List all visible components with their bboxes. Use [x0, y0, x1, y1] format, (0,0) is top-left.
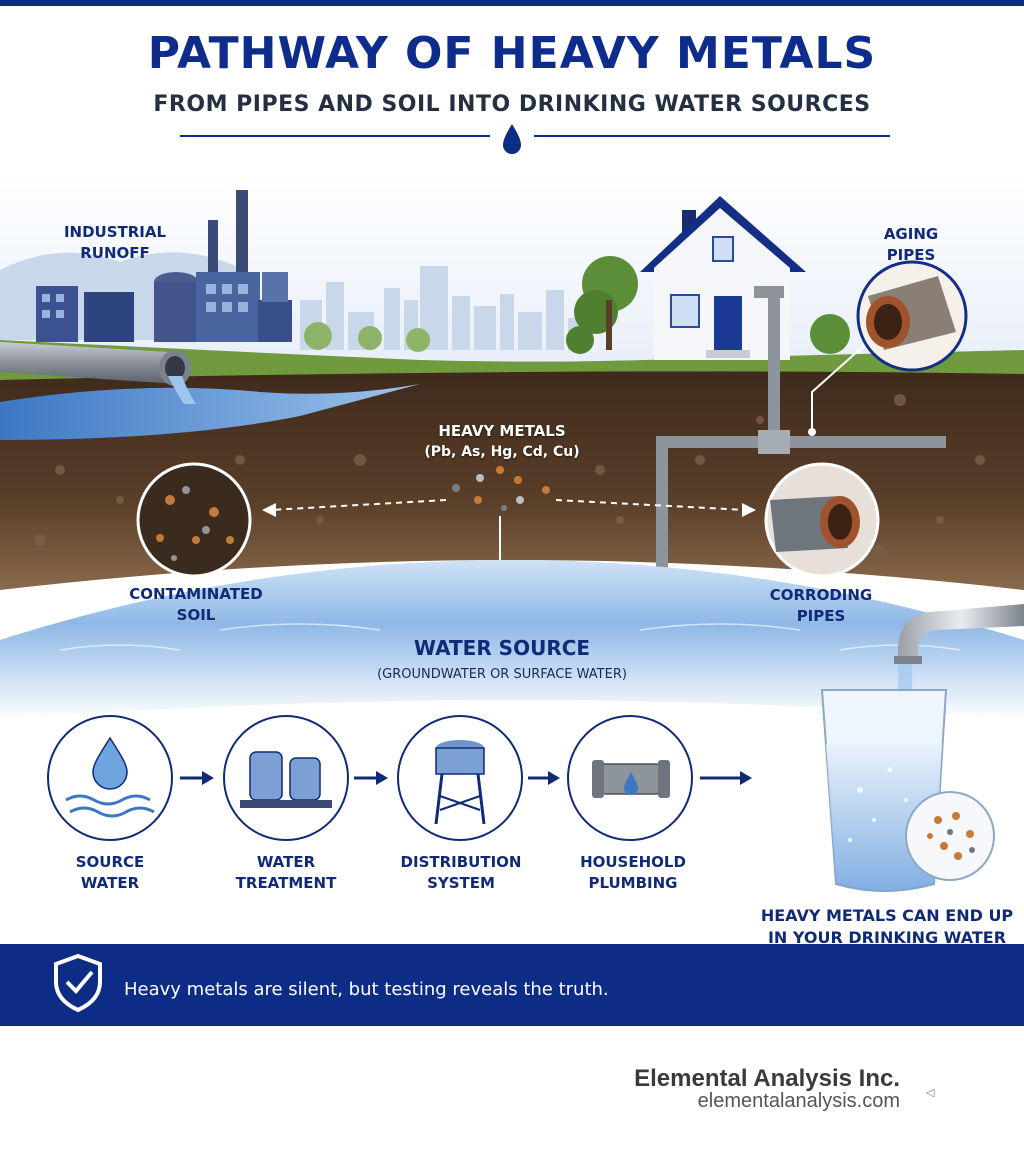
corroding-pipes-callout [766, 464, 878, 576]
aging-pipes-callout [858, 262, 966, 370]
subtitle-divider [180, 124, 890, 154]
shield-check-icon [56, 956, 100, 1010]
step-source-water [48, 716, 172, 840]
corroding-pipes-label: CORRODING PIPES [769, 586, 873, 625]
brand-url[interactable]: elementalanalysis.com [697, 1090, 900, 1112]
footer-text: Heavy metals are silent, but testing reveals the truth. [124, 979, 609, 1000]
contaminated-soil-label: CONTAMINATED SOIL [129, 585, 263, 624]
brand-name: Elemental Analysis Inc. [634, 1065, 900, 1092]
step-distribution-system [398, 716, 522, 840]
water-source-sublabel: (GROUNDWATER OR SURFACE WATER) [377, 667, 627, 682]
outcome-label: HEAVY METALS CAN END UP IN YOUR DRINKING WATER [760, 906, 1014, 947]
audio-icon: ◁ [926, 1087, 935, 1099]
industrial-runoff-label: INDUSTRIAL RUNOFF [63, 223, 167, 262]
step-water-treatment [224, 716, 348, 840]
step-label-source-water: SOURCE WATER [75, 853, 145, 892]
page-title: PATHWAY OF HEAVY METALS [147, 28, 877, 79]
heavy-metals-list: (Pb, As, Hg, Cd, Cu) [424, 444, 580, 460]
metals-in-water-magnifier [906, 792, 994, 880]
page-subtitle: FROM PIPES AND SOIL INTO DRINKING WATER SOURCES [153, 92, 871, 117]
heavy-metals-label: HEAVY METALS [438, 422, 566, 440]
water-source-label: WATER SOURCE [413, 636, 591, 660]
contaminated-soil-callout [138, 464, 250, 576]
step-label-distribution-system: DISTRIBUTION SYSTEM [400, 853, 522, 892]
step-label-water-treatment: WATER TREATMENT [235, 853, 337, 892]
step-household-plumbing [568, 716, 692, 840]
aging-pipes-label: AGING PIPES [883, 225, 939, 264]
step-label-household-plumbing: HOUSEHOLD PLUMBING [580, 853, 686, 892]
